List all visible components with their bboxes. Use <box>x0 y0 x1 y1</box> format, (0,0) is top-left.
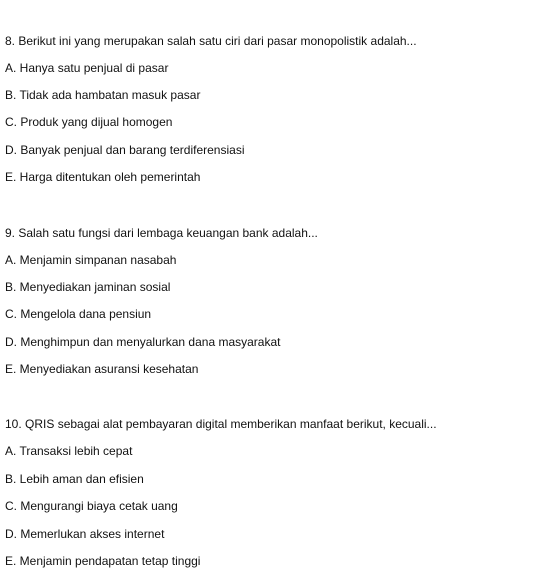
question-9-option-d: D. Menghimpun dan menyalurkan dana masyarakat <box>5 335 281 349</box>
question-8-option-d: D. Banyak penjual dan barang terdiferensiasi <box>5 143 245 157</box>
question-8-option-a: A. Hanya satu penjual di pasar <box>5 61 169 75</box>
question-9-option-b: B. Menyediakan jaminan sosial <box>5 280 171 294</box>
question-8-option-e: E. Harga ditentukan oleh pemerintah <box>5 170 201 184</box>
question-9-option-a: A. Menjamin simpanan nasabah <box>5 253 177 267</box>
question-9-option-e: E. Menyediakan asuransi kesehatan <box>5 362 199 376</box>
question-9-text: 9. Salah satu fungsi dari lembaga keuangan bank adalah... <box>5 226 318 240</box>
question-9-option-c: C. Mengelola dana pensiun <box>5 307 152 321</box>
question-8-option-b: B. Tidak ada hambatan masuk pasar <box>5 88 201 102</box>
question-10-text: 10. QRIS sebagai alat pembayaran digital memberikan manfaat berikut, kecuali... <box>5 417 437 431</box>
question-10-option-c: C. Mengurangi biaya cetak uang <box>5 499 178 513</box>
question-10-option-d: D. Memerlukan akses internet <box>5 527 165 541</box>
question-8-text: 8. Berikut ini yang merupakan salah satu ciri dari pasar monopolistik adalah... <box>5 34 417 48</box>
question-10-option-e: E. Menjamin pendapatan tetap tinggi <box>5 554 201 568</box>
question-10-option-a: A. Transaksi lebih cepat <box>5 444 133 458</box>
question-8-option-c: C. Produk yang dijual homogen <box>5 115 173 129</box>
question-10-option-b: B. Lebih aman dan efisien <box>5 472 144 486</box>
